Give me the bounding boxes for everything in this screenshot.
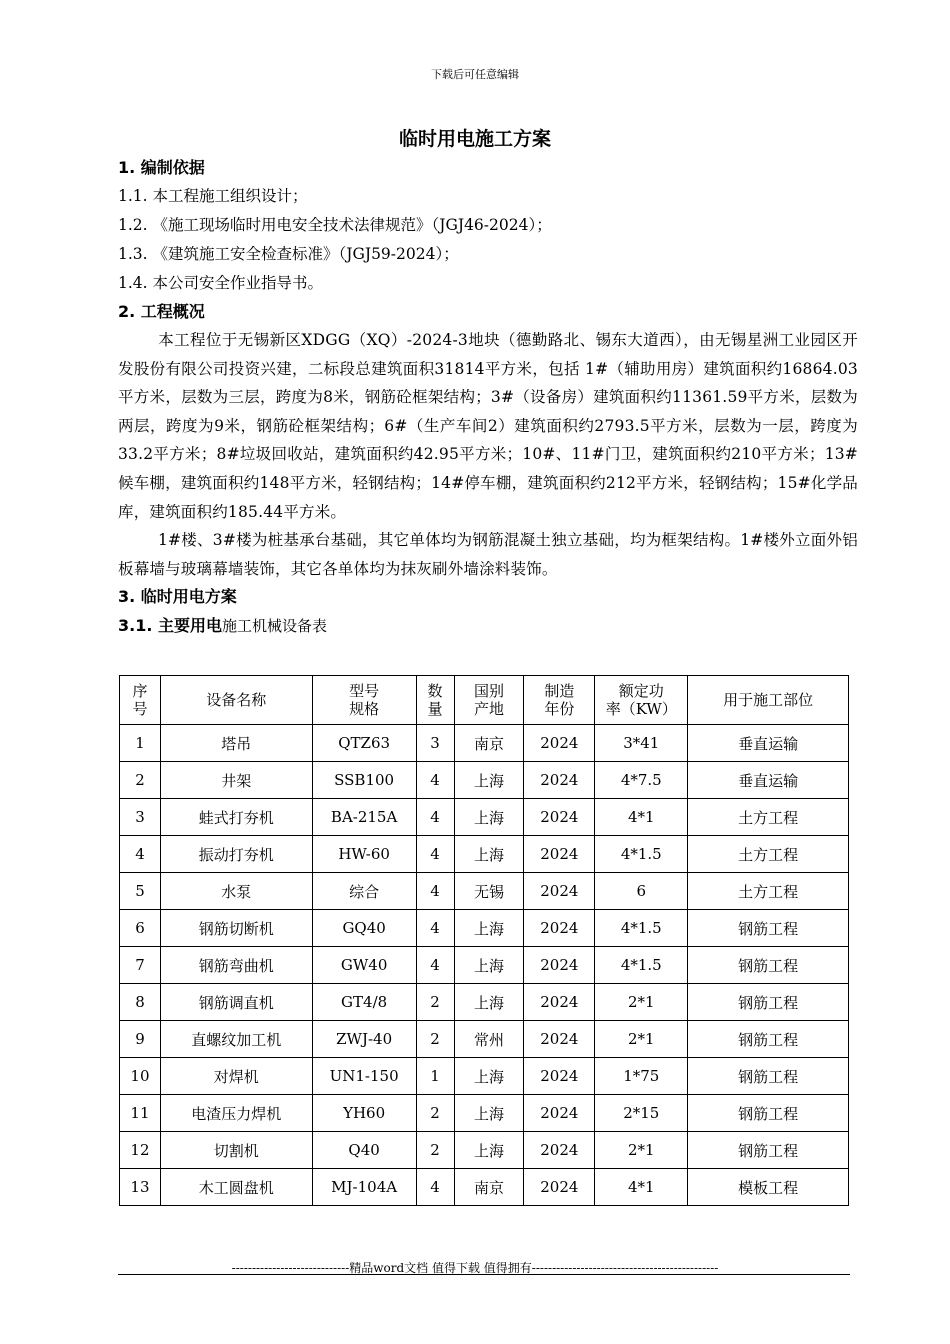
cell-origin: 上海 <box>454 910 524 947</box>
cell-origin: 无锡 <box>454 873 524 910</box>
table-row <box>120 762 849 799</box>
cell-qty: 4 <box>416 947 454 984</box>
table-row <box>120 947 849 984</box>
basis-item: 1.3. 《建筑施工安全检查标准》（JGJ59-2024）； <box>118 245 459 263</box>
project-overview-paragraph <box>118 326 858 526</box>
cell-qty: 3 <box>416 725 454 762</box>
cell-name: 切割机 <box>160 1132 312 1169</box>
cell-qty: 2 <box>416 1132 454 1169</box>
table-row <box>120 836 849 873</box>
cell-power: 4*1 <box>595 799 688 836</box>
cell-usage: 土方工程 <box>688 873 849 910</box>
cell-name: 木工圆盘机 <box>160 1169 312 1206</box>
cell-usage: 钢筋工程 <box>688 1058 849 1095</box>
cell-usage: 钢筋工程 <box>688 1132 849 1169</box>
cell-model: MJ-104A <box>312 1169 416 1206</box>
cell-no: 3 <box>120 799 161 836</box>
cell-model: 综合 <box>312 873 416 910</box>
cell-usage: 土方工程 <box>688 799 849 836</box>
cell-power: 4*1.5 <box>595 910 688 947</box>
cell-year: 2024 <box>524 1169 595 1206</box>
basis-item: 1.4. 本公司安全作业指导书。 <box>118 274 324 292</box>
cell-year: 2024 <box>524 873 595 910</box>
cell-model: HW-60 <box>312 836 416 873</box>
cell-name: 水泵 <box>160 873 312 910</box>
cell-year: 2024 <box>524 836 595 873</box>
cell-origin: 上海 <box>454 1095 524 1132</box>
cell-year: 2024 <box>524 762 595 799</box>
cell-name: 钢筋调直机 <box>160 984 312 1021</box>
header-model: 型号 规格 <box>312 676 416 725</box>
basis-item: 1.1. 本工程施工组织设计； <box>118 187 308 205</box>
table-row <box>120 1169 849 1206</box>
cell-origin: 南京 <box>454 1169 524 1206</box>
cell-usage: 钢筋工程 <box>688 947 849 984</box>
table-row <box>120 1021 849 1058</box>
cell-year: 2024 <box>524 947 595 984</box>
cell-usage: 钢筋工程 <box>688 984 849 1021</box>
table-row <box>120 910 849 947</box>
sub-heading-bold: 3.1. 主要用电 <box>118 616 222 636</box>
cell-qty: 4 <box>416 762 454 799</box>
project-overview-text: 本工程位于无锡新区XDGG（XQ）-2024-3地块（德勤路北、锡东大道西），由无锡星洲工业园区开发股份有限公司投资兴建，二标段总建筑面积31814平方米，包括 1#（辅助用房）建筑面积约16864.03平方米，层数为三层，跨度为8米，钢筋砼框架结构；3#（设备房）建筑面积约11361.59平方米，层数为两层，跨度为9米，钢筋砼框架结构；6#（生产车间2）建筑面积约2793.5平方米，层数为一层，跨度为33.2平方米；8#垃圾回收站，建筑面积约42.95平方米；10#、11#门卫，建筑面积约210平方米；13#候车棚，建筑面积约148平方米，轻钢结构；14#停车棚，建筑面积约212平方米，轻钢结构；15#化学品库，建筑面积约185.44平方米。 <box>118 331 858 521</box>
header-name: 设备名称 <box>160 676 312 725</box>
cell-year: 2024 <box>524 984 595 1021</box>
cell-model: BA-215A <box>312 799 416 836</box>
section-3-1-heading <box>118 611 858 641</box>
cell-model: GT4/8 <box>312 984 416 1021</box>
header-year: 制造 年份 <box>524 676 595 725</box>
footer-text: -----------------------------精品word文档 值得下载 值得拥有---------------------------------------------- <box>231 1261 719 1275</box>
cell-qty: 4 <box>416 799 454 836</box>
cell-model: SSB100 <box>312 762 416 799</box>
document-body <box>118 154 858 641</box>
cell-year: 2024 <box>524 1132 595 1169</box>
table-row <box>120 1095 849 1132</box>
cell-power: 2*15 <box>595 1095 688 1132</box>
cell-power: 2*1 <box>595 1132 688 1169</box>
cell-usage: 钢筋工程 <box>688 910 849 947</box>
header-origin: 国别 产地 <box>454 676 524 725</box>
cell-no: 12 <box>120 1132 161 1169</box>
table-row <box>120 1058 849 1095</box>
header-power: 额定功 率（KW） <box>595 676 688 725</box>
table-row <box>120 799 849 836</box>
basis-item: 1.2. 《施工现场临时用电安全技术法律规范》（JGJ46-2024）； <box>118 216 552 234</box>
header-usage: 用于施工部位 <box>688 676 849 725</box>
cell-year: 2024 <box>524 725 595 762</box>
cell-usage: 土方工程 <box>688 836 849 873</box>
cell-no: 13 <box>120 1169 161 1206</box>
cell-origin: 上海 <box>454 947 524 984</box>
cell-model: GW40 <box>312 947 416 984</box>
cell-power: 3*41 <box>595 725 688 762</box>
cell-usage: 模板工程 <box>688 1169 849 1206</box>
cell-power: 2*1 <box>595 1021 688 1058</box>
cell-qty: 4 <box>416 910 454 947</box>
cell-no: 7 <box>120 947 161 984</box>
cell-year: 2024 <box>524 1058 595 1095</box>
cell-model: GQ40 <box>312 910 416 947</box>
cell-no: 5 <box>120 873 161 910</box>
header-note: 下载后可任意编辑 <box>431 68 519 81</box>
table-row <box>120 873 849 910</box>
cell-origin: 上海 <box>454 984 524 1021</box>
cell-year: 2024 <box>524 1095 595 1132</box>
cell-name: 直螺纹加工机 <box>160 1021 312 1058</box>
header-qty: 数 量 <box>416 676 454 725</box>
cell-name: 钢筋弯曲机 <box>160 947 312 984</box>
cell-name: 塔吊 <box>160 725 312 762</box>
cell-power: 4*1.5 <box>595 836 688 873</box>
document-title: 临时用电施工方案 <box>398 128 551 150</box>
cell-model: ZWJ-40 <box>312 1021 416 1058</box>
cell-name: 钢筋切断机 <box>160 910 312 947</box>
footer-rule <box>118 1274 850 1275</box>
section-2-heading: 2. 工程概况 <box>118 302 205 321</box>
cell-power: 2*1 <box>595 984 688 1021</box>
cell-model: UN1-150 <box>312 1058 416 1095</box>
cell-year: 2024 <box>524 1021 595 1058</box>
cell-power: 4*1 <box>595 1169 688 1206</box>
cell-year: 2024 <box>524 799 595 836</box>
cell-no: 10 <box>120 1058 161 1095</box>
cell-name: 电渣压力焊机 <box>160 1095 312 1132</box>
cell-model: QTZ63 <box>312 725 416 762</box>
table-row <box>120 725 849 762</box>
table-row <box>120 984 849 1021</box>
cell-no: 8 <box>120 984 161 1021</box>
cell-name: 振动打夯机 <box>160 836 312 873</box>
cell-usage: 钢筋工程 <box>688 1021 849 1058</box>
cell-power: 1*75 <box>595 1058 688 1095</box>
cell-qty: 4 <box>416 1169 454 1206</box>
sub-heading-normal: 施工机械设备表 <box>222 617 328 636</box>
cell-origin: 常州 <box>454 1021 524 1058</box>
cell-qty: 1 <box>416 1058 454 1095</box>
cell-origin: 上海 <box>454 762 524 799</box>
section-1-heading: 1. 编制依据 <box>118 158 205 177</box>
cell-usage: 钢筋工程 <box>688 1095 849 1132</box>
table-row <box>120 1132 849 1169</box>
cell-no: 6 <box>120 910 161 947</box>
header-no: 序 号 <box>120 676 161 725</box>
cell-no: 11 <box>120 1095 161 1132</box>
cell-qty: 2 <box>416 984 454 1021</box>
section-3-heading: 3. 临时用电方案 <box>118 587 237 607</box>
foundation-paragraph <box>118 526 858 583</box>
equipment-table <box>119 675 849 1206</box>
cell-origin: 上海 <box>454 799 524 836</box>
cell-origin: 上海 <box>454 836 524 873</box>
cell-model: Q40 <box>312 1132 416 1169</box>
cell-year: 2024 <box>524 910 595 947</box>
foundation-text: 1#楼、3#楼为桩基承台基础，其它单体均为钢筋混凝土独立基础，均为框架结构。1#楼外立面外铝板幕墙与玻璃幕墙装饰，其它各单体均为抹灰刷外墙涂料装饰。 <box>118 531 858 578</box>
cell-origin: 上海 <box>454 1132 524 1169</box>
table-header-row <box>120 676 849 725</box>
cell-no: 9 <box>120 1021 161 1058</box>
cell-qty: 2 <box>416 1021 454 1058</box>
cell-usage: 垂直运输 <box>688 762 849 799</box>
cell-no: 1 <box>120 725 161 762</box>
cell-model: YH60 <box>312 1095 416 1132</box>
cell-name: 对焊机 <box>160 1058 312 1095</box>
cell-usage: 垂直运输 <box>688 725 849 762</box>
cell-power: 4*1.5 <box>595 947 688 984</box>
cell-qty: 4 <box>416 873 454 910</box>
cell-no: 2 <box>120 762 161 799</box>
cell-power: 4*7.5 <box>595 762 688 799</box>
cell-name: 蛙式打夯机 <box>160 799 312 836</box>
cell-power: 6 <box>595 873 688 910</box>
cell-name: 井架 <box>160 762 312 799</box>
cell-origin: 上海 <box>454 1058 524 1095</box>
cell-origin: 南京 <box>454 725 524 762</box>
cell-qty: 2 <box>416 1095 454 1132</box>
cell-no: 4 <box>120 836 161 873</box>
cell-qty: 4 <box>416 836 454 873</box>
